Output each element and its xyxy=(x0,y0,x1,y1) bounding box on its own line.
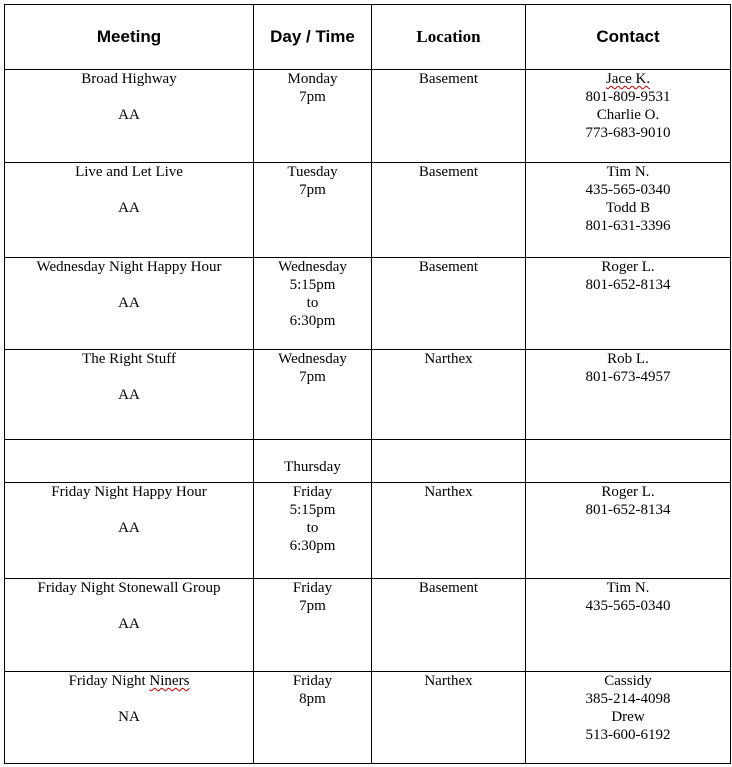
contact-name: Tim N. xyxy=(606,580,650,596)
contact-name: Charlie O. xyxy=(596,107,660,123)
day-time-cell xyxy=(254,350,372,440)
location-cell xyxy=(372,163,526,258)
meeting-location: Basement xyxy=(418,71,479,87)
header-row xyxy=(5,5,731,70)
contact-name: Cassidy xyxy=(604,673,652,689)
meeting-location: Basement xyxy=(418,164,479,180)
meeting-day: Thursday xyxy=(284,459,341,475)
meeting-cell xyxy=(5,163,254,258)
day-time-cell xyxy=(254,163,372,258)
table-row xyxy=(5,70,731,163)
meeting-time: 8pm xyxy=(299,691,326,707)
table-row xyxy=(5,440,731,483)
location-cell xyxy=(372,350,526,440)
table-row xyxy=(5,483,731,579)
contact-name: Jace K. xyxy=(605,71,651,87)
meeting-cell xyxy=(5,579,254,672)
meeting-day: Friday xyxy=(292,484,333,500)
header-location: Location xyxy=(372,5,526,70)
meeting-day: Wednesday xyxy=(278,351,347,367)
meeting-name: Friday Night Happy Hour xyxy=(51,484,207,500)
contact-phone: 435-565-0340 xyxy=(585,598,671,614)
contact-cell xyxy=(526,258,731,350)
meeting-cell xyxy=(5,672,254,764)
header-contact: Contact xyxy=(526,5,731,70)
table-row xyxy=(5,163,731,258)
contact-cell xyxy=(526,672,731,764)
contact-name: Drew xyxy=(611,709,645,725)
meeting-name: Friday Night Niners xyxy=(68,673,190,689)
meeting-time: 7pm xyxy=(299,182,326,198)
header-day-time: Day / Time xyxy=(254,5,372,70)
meeting-location: Basement xyxy=(418,259,479,275)
meeting-type: AA xyxy=(118,387,140,403)
contact-name: Roger L. xyxy=(601,484,655,500)
contact-phone: 801-673-4957 xyxy=(585,369,671,385)
location-cell xyxy=(372,70,526,163)
day-time-cell xyxy=(254,258,372,350)
meeting-time-end: 6:30pm xyxy=(289,313,336,329)
meeting-cell xyxy=(5,258,254,350)
contact-phone: 435-565-0340 xyxy=(585,182,671,198)
meeting-location: Narthex xyxy=(424,673,473,689)
contact-phone: 801-652-8134 xyxy=(585,502,671,518)
contact-phone: 773-683-9010 xyxy=(585,125,671,141)
day-time-cell xyxy=(254,672,372,764)
meeting-name: Friday Night Stonewall Group xyxy=(37,580,221,596)
meeting-day: Wednesday xyxy=(278,259,347,275)
meeting-time-end: 6:30pm xyxy=(289,538,336,554)
location-cell xyxy=(372,579,526,672)
meeting-time: 7pm xyxy=(299,369,326,385)
contact-name: Rob L. xyxy=(607,351,649,367)
meeting-cell xyxy=(5,70,254,163)
contact-phone: 385-214-4098 xyxy=(585,691,671,707)
contact-cell xyxy=(526,350,731,440)
day-time-cell xyxy=(254,70,372,163)
meeting-time: 7pm xyxy=(299,89,326,105)
meeting-type: AA xyxy=(118,520,140,536)
meeting-cell xyxy=(5,483,254,579)
meeting-time: 7pm xyxy=(299,598,326,614)
meeting-name: Live and Let Live xyxy=(75,164,183,180)
contact-phone: 513-600-6192 xyxy=(585,727,671,743)
meeting-type: AA xyxy=(118,107,140,123)
contact-phone: 801-809-9531 xyxy=(585,89,671,105)
contact-phone: 801-652-8134 xyxy=(585,277,671,293)
meeting-name: Wednesday Night Happy Hour xyxy=(36,259,222,275)
meeting-type: AA xyxy=(118,200,140,216)
meeting-day: Friday xyxy=(292,580,333,596)
day-time-cell xyxy=(254,579,372,672)
location-cell xyxy=(372,440,526,483)
header-meeting: Meeting xyxy=(5,5,254,70)
meeting-type: AA xyxy=(118,295,140,311)
meeting-name: The Right Stuff xyxy=(82,351,176,367)
location-cell xyxy=(372,483,526,579)
location-cell xyxy=(372,258,526,350)
contact-cell xyxy=(526,70,731,163)
day-time-cell xyxy=(254,483,372,579)
contact-cell xyxy=(526,579,731,672)
meeting-type: NA xyxy=(118,709,140,725)
contact-name: Tim N. xyxy=(606,164,650,180)
contact-phone: 801-631-3396 xyxy=(585,218,671,234)
contact-cell xyxy=(526,483,731,579)
meeting-type: AA xyxy=(118,616,140,632)
meeting-day: Tuesday xyxy=(287,164,338,180)
table-row xyxy=(5,672,731,764)
contact-cell xyxy=(526,163,731,258)
location-cell xyxy=(372,672,526,764)
table-row xyxy=(5,350,731,440)
contact-name: Roger L. xyxy=(601,259,655,275)
table-row xyxy=(5,579,731,672)
day-time-cell xyxy=(254,440,372,483)
meeting-location: Narthex xyxy=(424,484,473,500)
meeting-location: Basement xyxy=(418,580,479,596)
meeting-day: Monday xyxy=(287,71,338,87)
meeting-schedule-table xyxy=(4,4,731,764)
contact-cell xyxy=(526,440,731,483)
meeting-location: Narthex xyxy=(424,351,473,367)
meeting-time-start: 5:15pm xyxy=(289,502,336,518)
table-row xyxy=(5,258,731,350)
meeting-day: Friday xyxy=(292,673,333,689)
meeting-time-sep: to xyxy=(306,520,319,536)
meeting-time-sep: to xyxy=(306,295,319,311)
contact-name: Todd B xyxy=(605,200,651,216)
meeting-name: Broad Highway xyxy=(81,71,177,87)
meeting-cell xyxy=(5,350,254,440)
meeting-time-start: 5:15pm xyxy=(289,277,336,293)
meeting-cell xyxy=(5,440,254,483)
